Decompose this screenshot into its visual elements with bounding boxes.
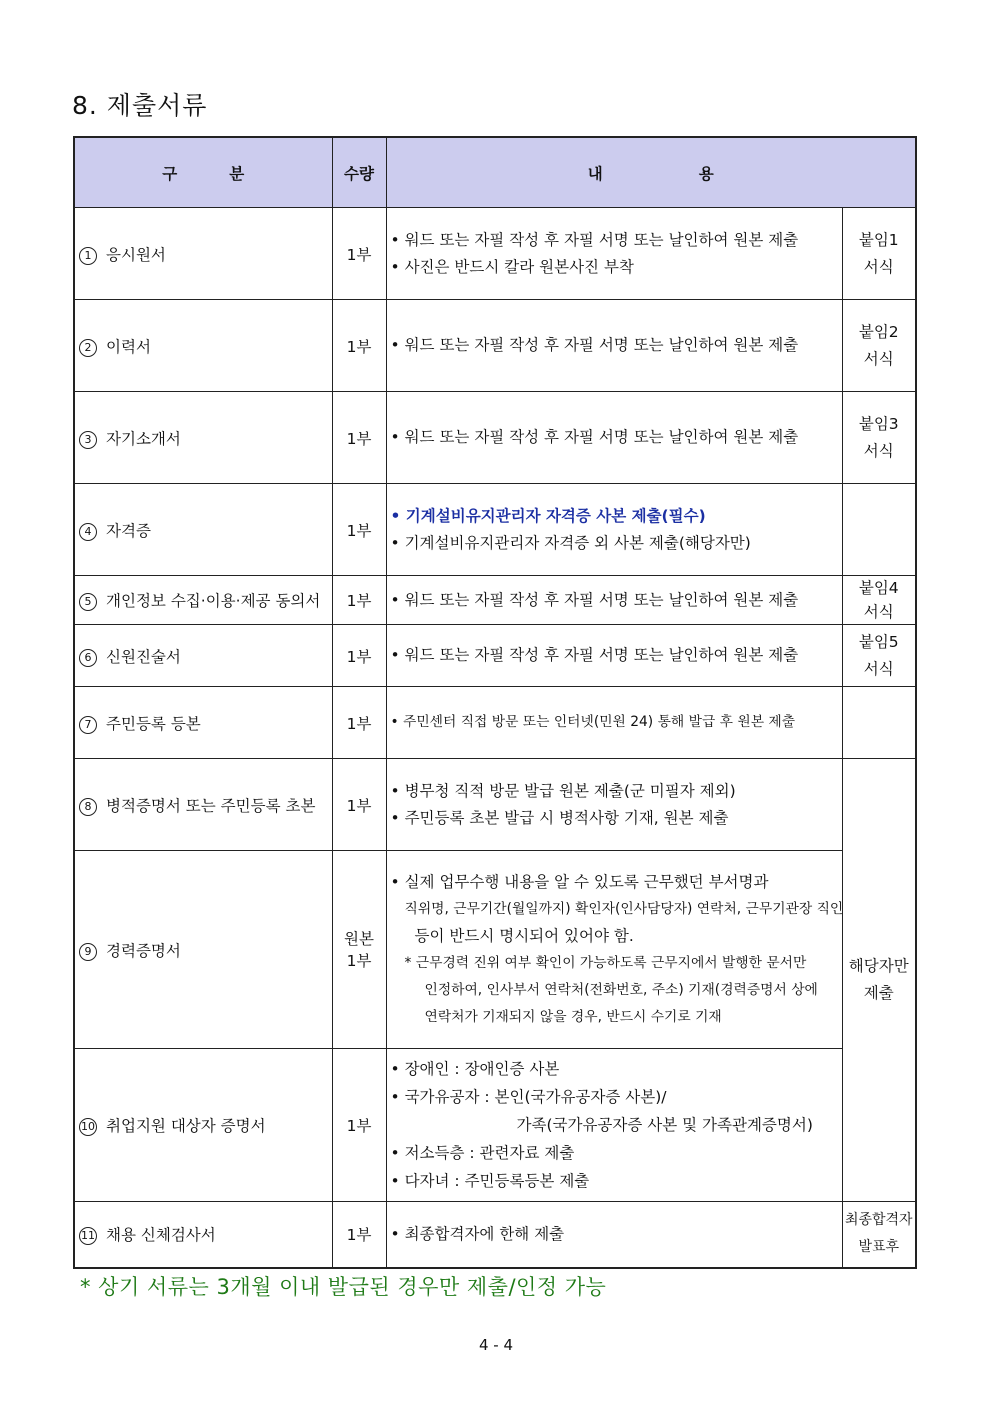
table-row xyxy=(74,576,916,625)
document-note xyxy=(842,484,916,576)
document-quantity: 1부 xyxy=(332,484,386,576)
document-name: 5 개인정보 수집·이용·제공 동의서 xyxy=(74,576,332,625)
document-content: • 실제 업무수행 내용을 알 수 있도록 근무했던 부서명과 직위명, 근무기간(월일까지) 확인자(인사담당자) 연락처, 근무기관장 직인 등이 반드시 명시되어 있어야 함. * 근무경력 진위 여부 확인이 가능하도록 근무지에서 발행한 문서만 인정하여, 인사부서 연락처(전화번호, 주소) 기재(경력증명서 상에 연락처가 기재되지 않을 경우, 반드시 수기로 기재 xyxy=(386,851,842,1049)
table-row xyxy=(74,392,916,484)
document-note: 붙임5 서식 xyxy=(842,625,916,687)
document-quantity: 1부 xyxy=(332,1049,386,1202)
document-content: • 주민센터 직접 방문 또는 인터넷(민원 24) 통해 발급 후 원본 제출 xyxy=(386,687,842,759)
document-quantity: 1부 xyxy=(332,300,386,392)
document-quantity: 1부 xyxy=(332,687,386,759)
document-name: 11 채용 신체검사서 xyxy=(74,1202,332,1268)
document-name: 1 응시원서 xyxy=(74,208,332,300)
document-quantity: 1부 xyxy=(332,625,386,687)
document-quantity: 1부 xyxy=(332,576,386,625)
document-note: 붙임4 서식 xyxy=(842,576,916,625)
table-row xyxy=(74,759,916,851)
document-quantity: 1부 xyxy=(332,208,386,300)
document-content: • 병무청 직적 방문 발급 원본 제출(군 미필자 제외) • 주민등록 초본 발급 시 병적사항 기재, 원본 제출 xyxy=(386,759,842,851)
table-row xyxy=(74,1202,916,1268)
document-content: • 워드 또는 자필 작성 후 자필 서명 또는 날인하여 원본 제출 xyxy=(386,300,842,392)
document-content: • 워드 또는 자필 작성 후 자필 서명 또는 날인하여 원본 제출 xyxy=(386,625,842,687)
document-quantity: 원본 1부 xyxy=(332,851,386,1049)
document-note: 해당자만 제출 xyxy=(842,759,916,1202)
document-name: 4 자격증 xyxy=(74,484,332,576)
document-name: 2 이력서 xyxy=(74,300,332,392)
table-row xyxy=(74,851,916,1049)
required-notice: • 기계설비유지관리자 자격증 사본 제출(필수) xyxy=(390,506,706,525)
document-content: • 워드 또는 자필 작성 후 자필 서명 또는 날인하여 원본 제출 • 사진은 반드시 칼라 원본사진 부착 xyxy=(386,208,842,300)
document-note: 붙임2 서식 xyxy=(842,300,916,392)
document-quantity: 1부 xyxy=(332,1202,386,1268)
document-content: • 워드 또는 자필 작성 후 자필 서명 또는 날인하여 원본 제출 xyxy=(386,392,842,484)
table-row xyxy=(74,625,916,687)
header-content: 내용 xyxy=(386,137,916,208)
document-note: 붙임3 서식 xyxy=(842,392,916,484)
header-quantity: 수량 xyxy=(332,137,386,208)
document-note xyxy=(842,687,916,759)
documents-table xyxy=(73,136,917,1269)
document-content: • 기계설비유지관리자 자격증 사본 제출(필수) • 기계설비유지관리자 자격증 외 사본 제출(해당자만) xyxy=(386,484,842,576)
document-content: • 장애인 : 장애인증 사본 • 국가유공자 : 본인(국가유공자증 사본)/ 가족(국가유공자증 사본 및 가족관계증명서) • 저소득층 : 관련자료 제출 • 다자녀 : 주민등록등본 제출 xyxy=(386,1049,842,1202)
document-quantity: 1부 xyxy=(332,759,386,851)
document-note: 붙임1 서식 xyxy=(842,208,916,300)
table-row xyxy=(74,208,916,300)
table-row xyxy=(74,687,916,759)
table-row xyxy=(74,300,916,392)
table-header-row xyxy=(74,137,916,208)
document-name: 8 병적증명서 또는 주민등록 초본 xyxy=(74,759,332,851)
document-name: 7 주민등록 등본 xyxy=(74,687,332,759)
document-quantity: 1부 xyxy=(332,392,386,484)
document-content: • 워드 또는 자필 작성 후 자필 서명 또는 날인하여 원본 제출 xyxy=(386,576,842,625)
document-note: 최종합격자 발표후 xyxy=(842,1202,916,1268)
document-content: • 최종합격자에 한해 제출 xyxy=(386,1202,842,1268)
footnote: * 상기 서류는 3개월 이내 발급된 경우만 제출/인정 가능 xyxy=(80,1275,607,1299)
document-name: 9 경력증명서 xyxy=(74,851,332,1049)
table-row xyxy=(74,484,916,576)
document-name: 6 신원진술서 xyxy=(74,625,332,687)
document-name: 3 자기소개서 xyxy=(74,392,332,484)
table-row xyxy=(74,1049,916,1202)
section-title: 8. 제출서류 xyxy=(72,91,208,120)
document-name: 10 취업지원 대상자 증명서 xyxy=(74,1049,332,1202)
page-number: 4 - 4 xyxy=(478,1336,514,1354)
header-category: 구분 xyxy=(74,137,332,208)
